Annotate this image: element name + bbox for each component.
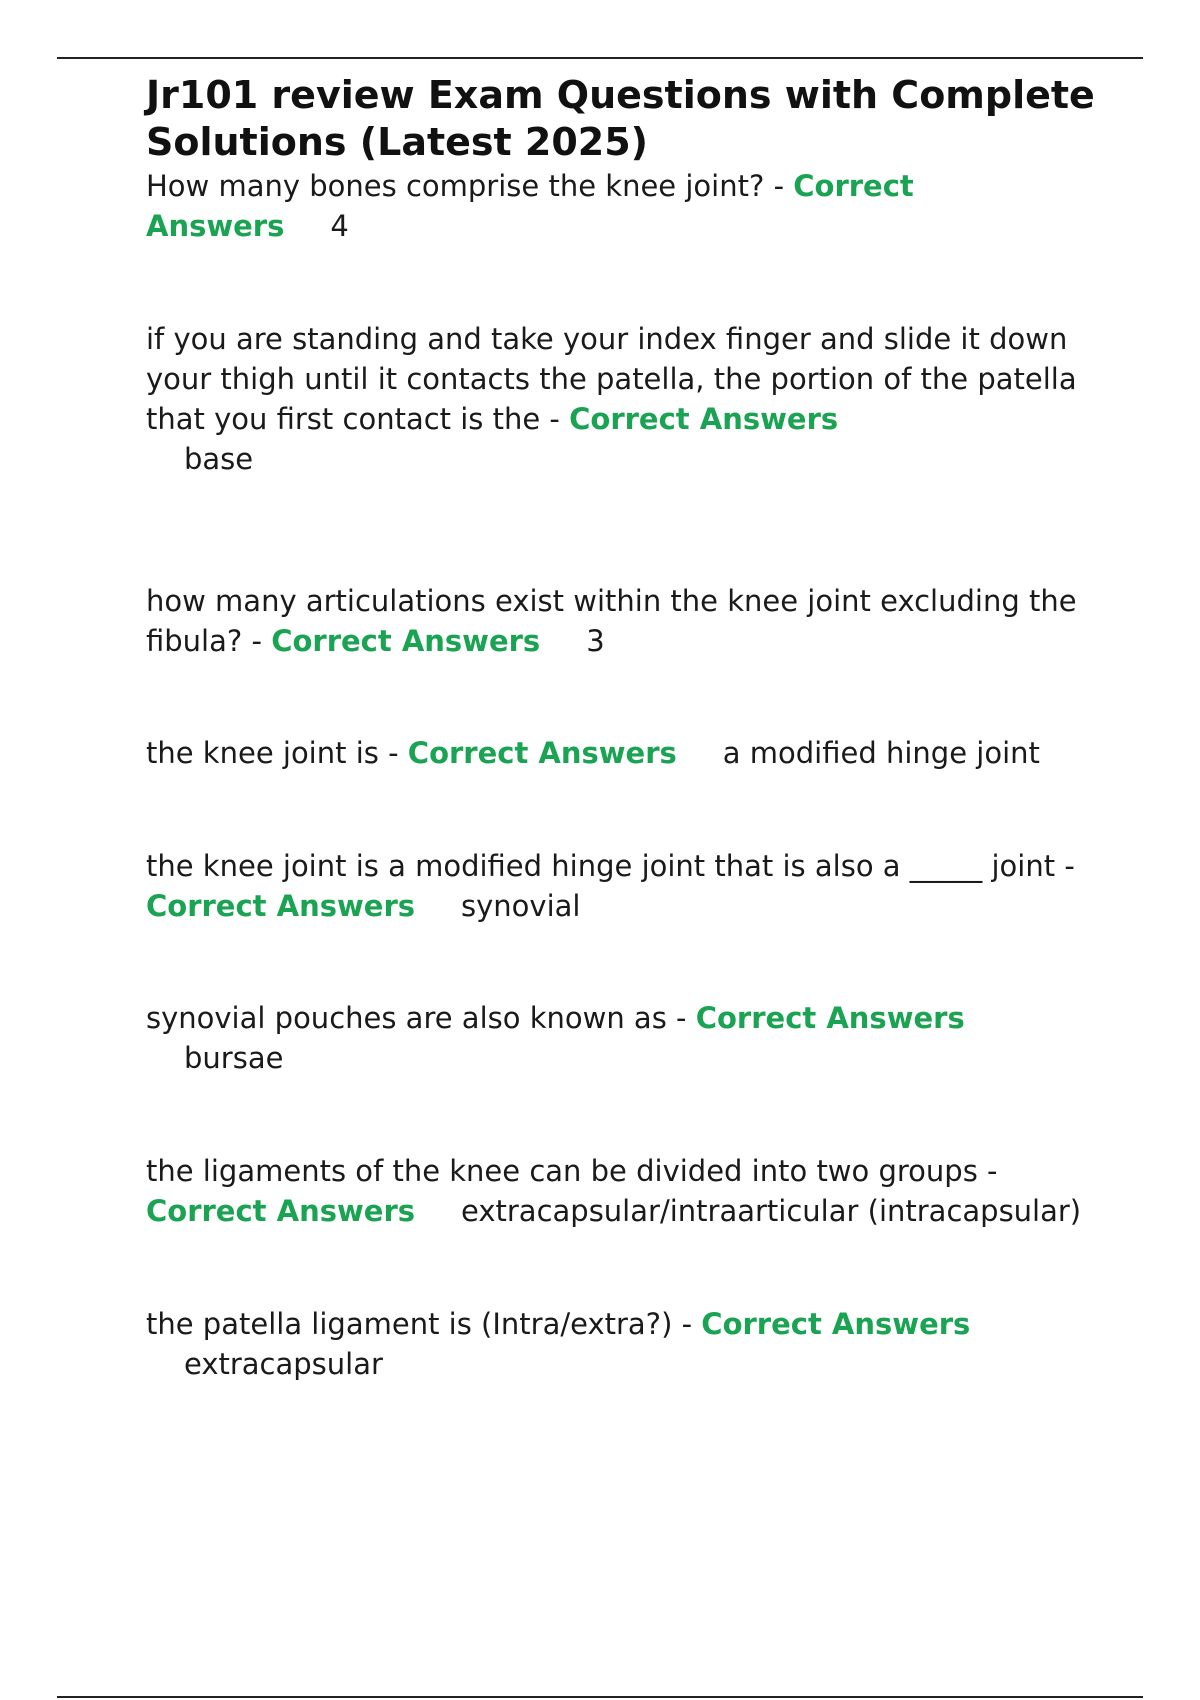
answer-text: synovial [461, 889, 581, 923]
answer-text: 3 [586, 624, 605, 658]
answer-text: extracapsular [184, 1347, 383, 1381]
document-title: Jr101 review Exam Questions with Complete Solutions (Latest 2025) [146, 73, 1095, 164]
correct-answers-label: Correct Answers [271, 624, 541, 658]
qa-item [146, 1151, 1096, 1231]
question-text: how many articulations exist within the knee joint excluding the fibula? - [146, 584, 1077, 658]
question-text: the patella ligament is (Intra/extra?) - [146, 1307, 693, 1341]
qa-item [146, 1304, 1096, 1384]
question-text: the knee joint is - [146, 736, 399, 770]
qa-item [146, 998, 1096, 1078]
bottom-rule [57, 1696, 1143, 1698]
top-rule [57, 57, 1143, 59]
correct-answers-label: Correct Answers [146, 169, 914, 243]
answer-text: extracapsular/intraarticular (intracapsular) [461, 1194, 1082, 1228]
qa-item [146, 846, 1096, 926]
question-text: synovial pouches are also known as - [146, 1001, 687, 1035]
question-text: the knee joint is a modified hinge joint that is also a _____ joint - [146, 849, 1075, 883]
correct-answers-label: Correct Answers [146, 889, 416, 923]
question-text: if you are standing and take your index finger and slide it down your thigh until it contacts the patella, the portion of the patella that you first contact is the - [146, 322, 1077, 436]
qa-item [146, 319, 1096, 479]
correct-answers-label: Correct Answers [407, 736, 677, 770]
question-text: How many bones comprise the knee joint? - [146, 169, 785, 203]
answer-text: base [184, 442, 254, 476]
qa-item [146, 733, 1096, 773]
document-body [146, 72, 1096, 1384]
qa-item [146, 581, 1096, 661]
correct-answers-label: Correct Answers [701, 1307, 971, 1341]
qa-item [146, 166, 1096, 246]
correct-answers-label: Correct Answers [569, 402, 839, 436]
answer-text: bursae [184, 1041, 284, 1075]
answer-text: a modified hinge joint [722, 736, 1040, 770]
answer-text: 4 [330, 209, 349, 243]
correct-answers-label: Correct Answers [146, 1194, 416, 1228]
question-text: the ligaments of the knee can be divided into two groups - [146, 1154, 998, 1188]
correct-answers-label: Correct Answers [695, 1001, 965, 1035]
